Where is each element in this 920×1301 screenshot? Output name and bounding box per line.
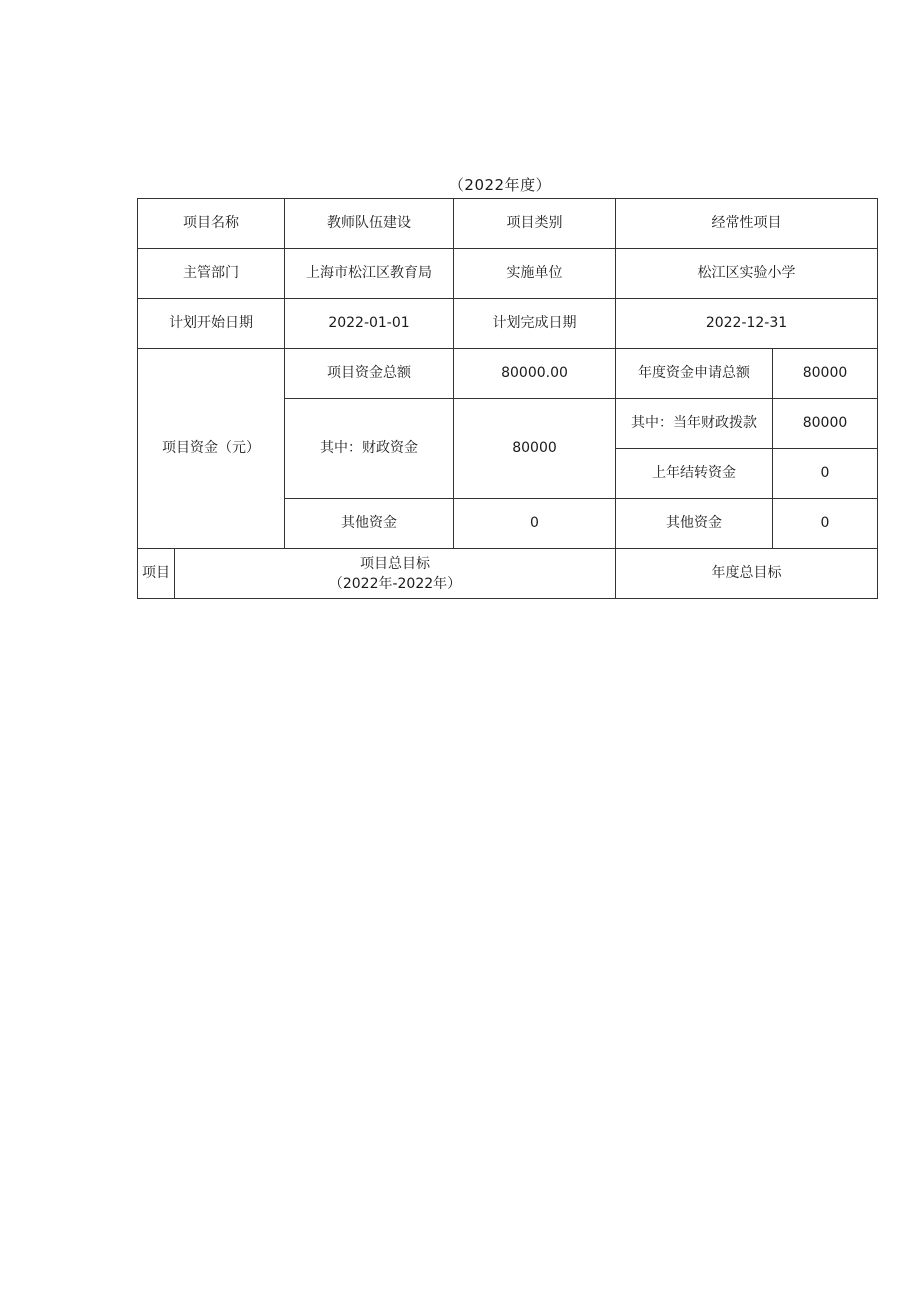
funds-group-label: 项目资金（元） xyxy=(138,349,285,549)
project-type-value: 经常性项目 xyxy=(616,199,878,249)
row-goals xyxy=(138,549,878,599)
dept-value: 上海市松江区教育局 xyxy=(285,249,454,299)
carryover-value: 0 xyxy=(773,449,878,499)
annual-goal-label: 年度总目标 xyxy=(616,549,878,599)
funds-total-value: 80000.00 xyxy=(454,349,616,399)
fiscal-label: 其中：财政资金 xyxy=(285,399,454,499)
row-funds-total xyxy=(138,349,878,399)
current-fiscal-label: 其中：当年财政拨款 xyxy=(616,399,773,449)
annual-total-value: 80000 xyxy=(773,349,878,399)
year-caption-text: （2022年度） xyxy=(448,176,552,194)
start-date-label: 计划开始日期 xyxy=(138,299,285,349)
other-funds-annual-value: 0 xyxy=(773,499,878,549)
start-date-value: 2022-01-01 xyxy=(285,299,454,349)
total-goal-label: 项目总目标 xyxy=(360,555,430,572)
carryover-label: 上年结转资金 xyxy=(616,449,773,499)
total-goal-period: （2022年-2022年） xyxy=(328,575,462,592)
annual-total-label: 年度资金申请总额 xyxy=(616,349,773,399)
project-name-value: 教师队伍建设 xyxy=(285,199,454,249)
project-type-label: 项目类别 xyxy=(454,199,616,249)
fiscal-value: 80000 xyxy=(454,399,616,499)
other-funds-annual-label: 其他资金 xyxy=(616,499,773,549)
row-project-name xyxy=(138,199,878,249)
row-department xyxy=(138,249,878,299)
dept-label: 主管部门 xyxy=(138,249,285,299)
other-funds-label: 其他资金 xyxy=(285,499,454,549)
row-dates xyxy=(138,299,878,349)
year-caption xyxy=(0,174,920,195)
goals-side-label: 项目 xyxy=(138,549,175,599)
unit-value: 松江区实验小学 xyxy=(616,249,878,299)
funds-total-label: 项目资金总额 xyxy=(285,349,454,399)
total-goal-cell xyxy=(175,549,616,599)
project-name-label: 项目名称 xyxy=(138,199,285,249)
unit-label: 实施单位 xyxy=(454,249,616,299)
other-funds-value: 0 xyxy=(454,499,616,549)
project-form-table xyxy=(137,198,878,599)
current-fiscal-value: 80000 xyxy=(773,399,878,449)
end-date-value: 2022-12-31 xyxy=(616,299,878,349)
end-date-label: 计划完成日期 xyxy=(454,299,616,349)
